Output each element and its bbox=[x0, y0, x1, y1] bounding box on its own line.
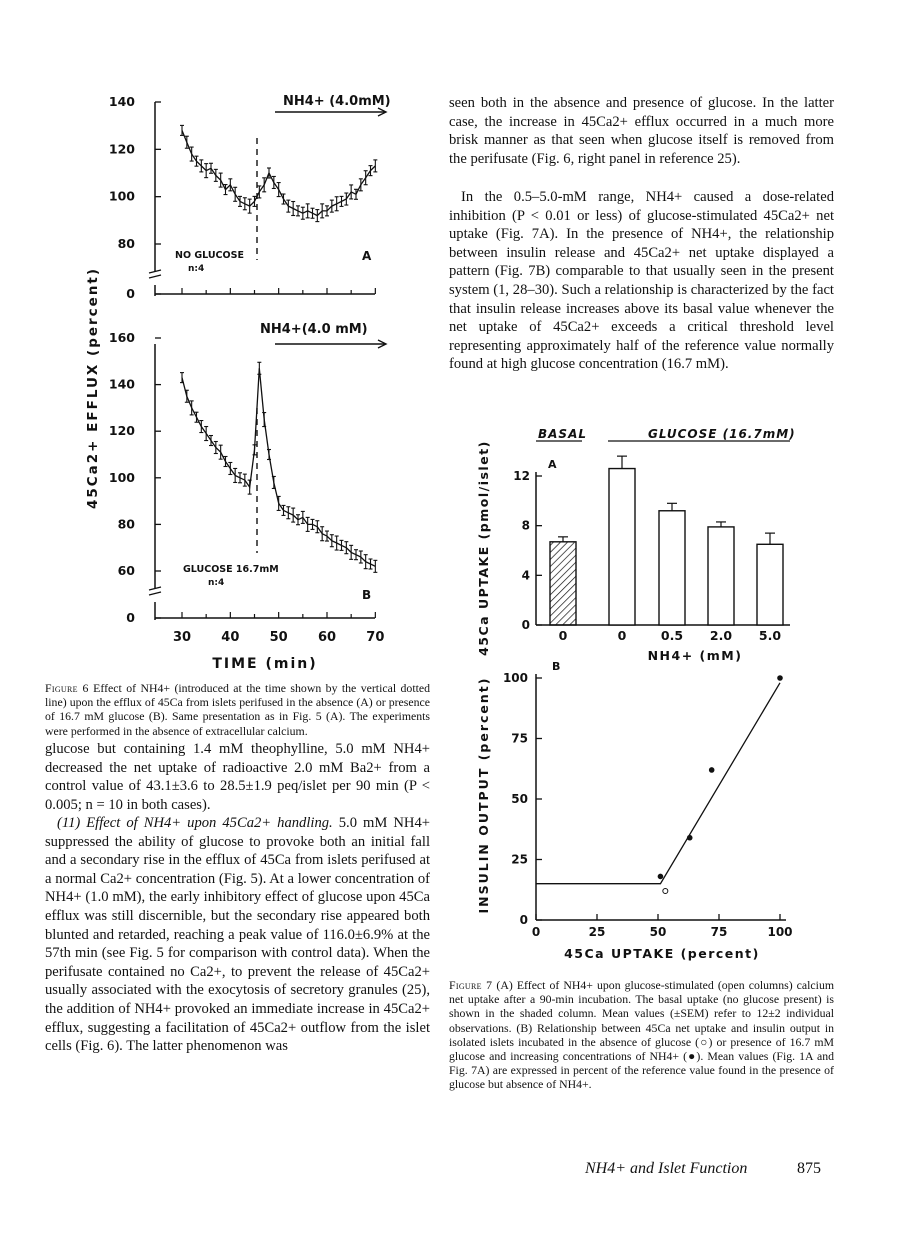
left-paragraph-1: glucose but containing 1.4 mM theophylline, 5.0 mM NH4+ decreased the net uptake of radioactive 2.0 mM Ba2+ from a control value of 43.1±3.6 to 28.5±1.9 peq/islet per 90 min (P < 0.005; n = 10 in both cases). bbox=[45, 741, 430, 813]
figure-6-x-label: TIME (min) bbox=[212, 656, 318, 672]
y-tick-label: 60 bbox=[117, 563, 135, 578]
x-tick-label: 60 bbox=[317, 630, 337, 645]
panel-7a-y-label: 45Ca UPTAKE (pmol/islet) bbox=[476, 440, 491, 656]
basal-label: BASAL bbox=[538, 427, 588, 441]
filled-data-point bbox=[658, 874, 664, 880]
figure-6-panel-a bbox=[109, 94, 391, 301]
panel-a-letter: A bbox=[362, 249, 372, 263]
figure-7 bbox=[470, 420, 810, 970]
x-tick-label: 70 bbox=[366, 630, 385, 645]
y-tick-label: 120 bbox=[108, 141, 135, 157]
y-tick-label: 8 bbox=[521, 518, 530, 533]
y-tick-label: 80 bbox=[117, 236, 135, 251]
x-tick-label: 100 bbox=[767, 925, 793, 939]
x-tick-label: 2.0 bbox=[709, 628, 733, 643]
left-paragraph-2: (11) Effect of NH4+ upon 45Ca2+ handling. 5.0 mM NH4+ suppressed the ability of glucose to provoke both an initial fall and a secondary rise in the efflux of 45Ca from islets perifused at a normal Ca2+ concentration (Fig. 5). At a lower concentration of NH4+ (1.0 mM), the early inhibitory effect of glucose upon 45Ca efflux was still discernible, but the secondary rise appeared both blunted and retarded, reaching a peak value of 116.0±6.9% at the 57th min (see Fig. 5 for comparison with control data). When the perifusate contained no Ca2+, to prevent the release of 45Ca2+ usually associated with the exocytosis of secretory granules (25), the addition of NH4+ provoked an immediate increase in 45Ca2+ efflux, suggesting a facilitation of 45Ca2+ outflow from the islet cells (Fig. 6). The latter phenomenon was bbox=[45, 815, 430, 1055]
filled-data-point bbox=[687, 835, 693, 841]
fit-line bbox=[536, 683, 780, 884]
x-tick-label: 50 bbox=[649, 925, 667, 939]
filled-data-point bbox=[777, 675, 783, 681]
y-tick-label: 120 bbox=[108, 423, 135, 439]
y-tick-label: 75 bbox=[511, 731, 528, 746]
y-tick-label: 12 bbox=[513, 469, 530, 483]
figure-6-y-label: 45Ca2+ EFFLUX (percent) bbox=[85, 266, 101, 510]
glucose-label: GLUCOSE (16.7mM) bbox=[648, 427, 796, 441]
x-tick-label: 25 bbox=[588, 925, 606, 939]
running-title: NH4+ and Islet Function bbox=[585, 1160, 748, 1177]
x-tick-label: 0 bbox=[531, 925, 541, 939]
x-tick-label: 40 bbox=[221, 630, 240, 645]
efflux-line bbox=[182, 368, 375, 566]
panel-7a-x-label: NH4+ (mM) bbox=[647, 648, 743, 663]
figure-7-panel-b bbox=[476, 660, 793, 961]
bar bbox=[659, 511, 685, 625]
panel-b-series bbox=[180, 362, 377, 572]
bar bbox=[550, 542, 576, 625]
open-data-point bbox=[663, 888, 668, 893]
panel-7b-x-label: 45Ca UPTAKE (percent) bbox=[564, 946, 760, 961]
panel-a-series bbox=[180, 125, 377, 221]
page-number: 875 bbox=[797, 1160, 821, 1177]
section-heading: (11) Effect of NH4+ upon 45Ca2+ handling. bbox=[57, 815, 333, 831]
panel-7a-letter: A bbox=[548, 458, 557, 471]
x-tick-label: 50 bbox=[269, 630, 288, 645]
x-tick-label: 0.5 bbox=[660, 628, 684, 643]
y-tick-label: 4 bbox=[521, 568, 530, 583]
right-paragraph-1: seen both in the absence and presence of glucose. In the latter case, the increase in 45Ca2+ efflux occurred in a much more brisk manner as that seen when glucose itself is removed from the perifusate (Fig. 6, right panel in reference 25). bbox=[449, 95, 834, 167]
x-tick-label: 0 bbox=[617, 628, 627, 643]
figure-6-panel-b bbox=[109, 322, 386, 645]
y-tick-label: 80 bbox=[117, 516, 135, 532]
x-tick-label: 75 bbox=[710, 925, 728, 939]
bar bbox=[757, 544, 783, 625]
panel-7b-series bbox=[536, 675, 783, 893]
y-tick-label: 0 bbox=[519, 913, 528, 927]
y-tick-label: 100 bbox=[108, 188, 135, 204]
y-tick-label: 25 bbox=[511, 852, 528, 867]
y-tick-label: 100 bbox=[502, 671, 528, 685]
panel-b-letter: B bbox=[362, 588, 372, 602]
x-tick-label: 30 bbox=[172, 630, 192, 645]
figure-6-caption: Figure 6 Effect of NH4+ (introduced at the time shown by the vertical dotted line) upon the efflux of 45Ca from islets perifused in the absence (A) or presence of 16.7 mM glucose (B). Same presentation as in Fig. 5 (A). The experiments were performed in the absence of extracellular calcium. bbox=[45, 681, 431, 738]
y-tick-label: 0 bbox=[126, 610, 135, 625]
bar bbox=[708, 527, 734, 625]
panel-a-treatment: NH4+ (4.0mM) bbox=[283, 94, 391, 109]
y-tick-label: 140 bbox=[108, 94, 135, 109]
x-tick-label: 5.0 bbox=[758, 628, 782, 643]
panel-b-treatment: NH4+(4.0 mM) bbox=[260, 322, 368, 337]
figure-7-caption: Figure 7 (A) Effect of NH4+ upon glucose-stimulated (open columns) calcium net uptake after a 90-min incubation. The basal uptake (no glucose present) is shown in the shaded column. Mean values (±SEM) refer to 12±2 individual observations. (B) Relationship between 45Ca net uptake and insulin output in isolated islets incubated in the absence of glucose (○) or presence of 16.7 mM glucose and increasing concentrations of NH4+ (●). Mean values (Fig. 1A and Fig. 7A) are expressed in percent of the reference value found in the presence of glucose but absence of NH4+. bbox=[449, 978, 835, 1092]
panel-7b-y-label: INSULIN OUTPUT (percent) bbox=[476, 676, 491, 914]
y-tick-label: 160 bbox=[108, 330, 135, 345]
y-tick-label: 0 bbox=[521, 618, 530, 632]
panel-7b-letter: B bbox=[552, 660, 561, 673]
y-tick-label: 100 bbox=[108, 469, 135, 485]
filled-data-point bbox=[709, 767, 715, 773]
y-tick-label: 0 bbox=[126, 286, 135, 301]
y-tick-label: 50 bbox=[511, 792, 528, 806]
figure-6 bbox=[75, 88, 425, 678]
panel-a-n: n:4 bbox=[188, 264, 205, 274]
x-tick-label: 0 bbox=[558, 628, 568, 643]
panel-b-condition: GLUCOSE 16.7mM bbox=[183, 564, 279, 575]
figure-7-panel-a bbox=[476, 427, 796, 663]
panel-a-condition: NO GLUCOSE bbox=[175, 250, 244, 261]
y-tick-label: 140 bbox=[108, 376, 135, 392]
panel-b-n: n:4 bbox=[208, 578, 225, 588]
bar bbox=[609, 469, 635, 625]
right-paragraph-2: In the 0.5–5.0-mM range, NH4+ caused a dose-related inhibition (P < 0.01 or less) of glucose-stimulated 45Ca2+ net uptake (Fig. 7A). In the presence of NH4+, the relationship between insulin release and 45Ca2+ net uptake displayed a pattern (Fig. 7B) comparable to that usually seen in the present system (1, 28–30). Such a relationship is characterized by the fact that insulin release increases above its basal value whenever the net uptake of 45Ca2+ exceeds a critical threshold level representing approximately half of the reference value normally found at high glucose concentration (16.7 mM). bbox=[449, 189, 834, 373]
